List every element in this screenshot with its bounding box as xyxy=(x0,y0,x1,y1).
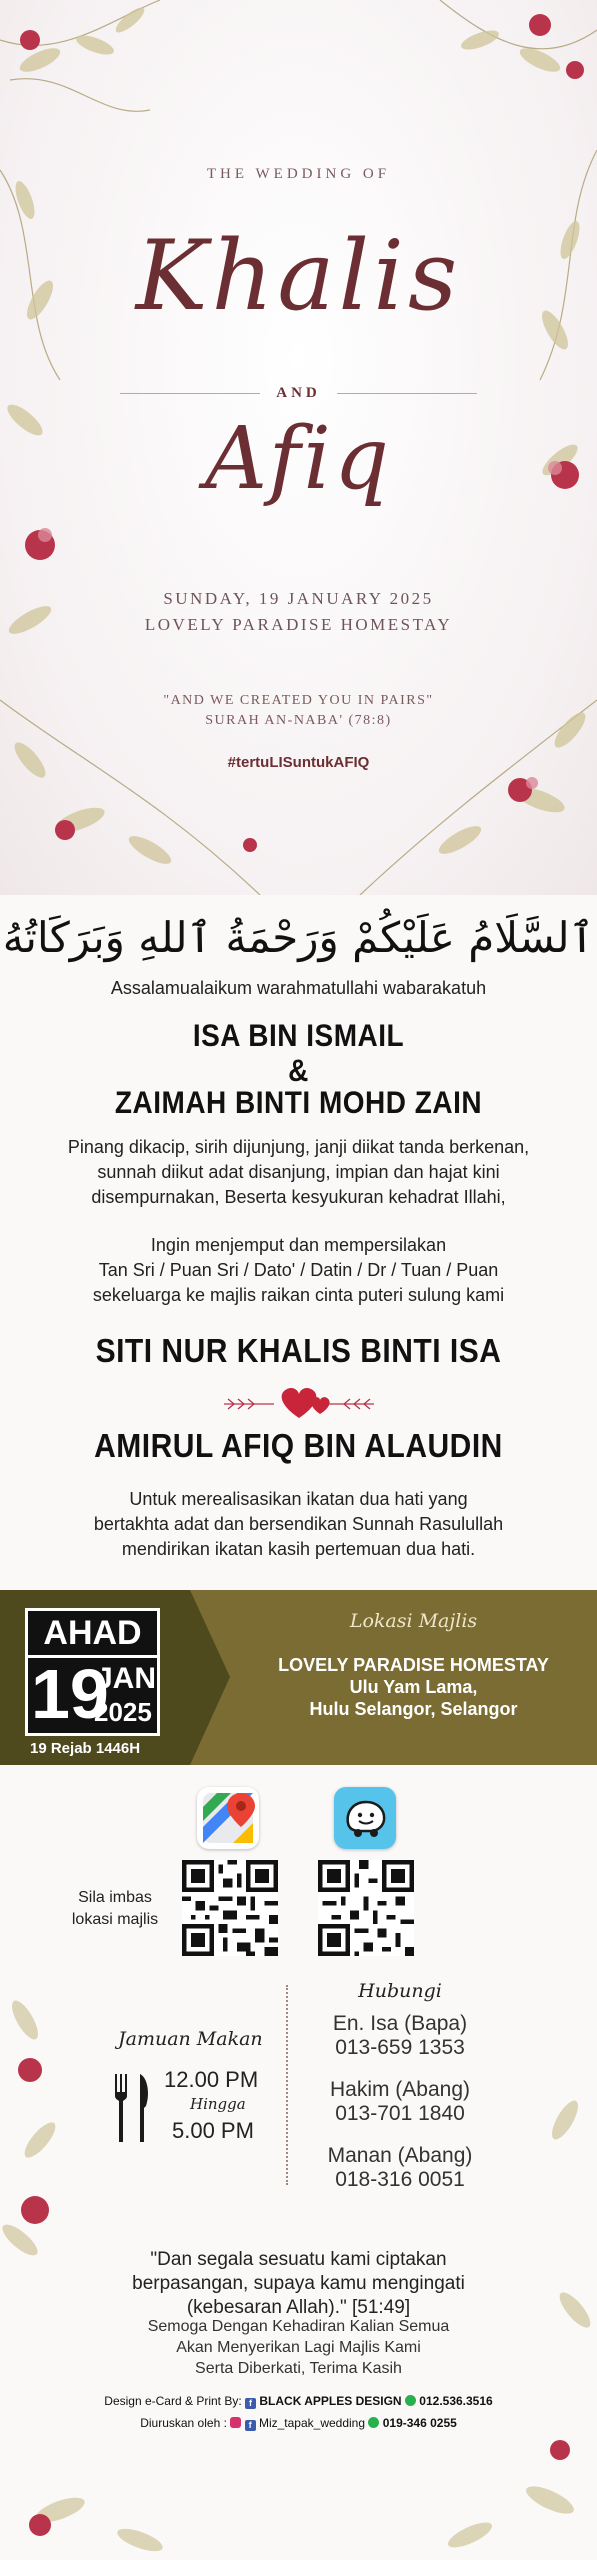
closing-line: mendirikan ikatan kasih pertemuan dua hati. xyxy=(121,1539,476,1559)
event-date-number: 19 xyxy=(31,1655,109,1733)
location-venue: LOVELY PARADISE HOMESTAY xyxy=(278,1655,549,1675)
wedding-overline: THE WEDDING OF xyxy=(206,166,391,182)
location-address: Ulu Yam Lama, xyxy=(349,1677,478,1697)
closing-paragraph xyxy=(0,1487,597,1562)
credit-label: Design e-Card & Print By: xyxy=(104,2394,242,2408)
reception-contact-section xyxy=(0,1980,597,2560)
closing-wishes xyxy=(0,2316,597,2379)
hijri-date: 19 Rejab 1446H xyxy=(30,1740,141,1757)
parent-mother-name: ZAIMAH BINTI MOHD ZAIN xyxy=(114,1085,483,1120)
cutlery-icon xyxy=(112,2072,156,2144)
salam-greeting: Assalamualaikum warahmatullahi wabarakatuh xyxy=(110,978,487,998)
waze-icon[interactable] xyxy=(334,1787,396,1849)
invitation-line: Ingin menjemput dan mempersilakan xyxy=(150,1235,447,1255)
invitation-line: Tan Sri / Puan Sri / Dato' / Datin / Dr / Tuan / Puan xyxy=(98,1260,499,1280)
divider-line-right xyxy=(337,393,477,394)
hero-date: SUNDAY, 19 JANUARY 2025 xyxy=(163,589,434,608)
verse-reference: SURAH AN-NABA' (78:8) xyxy=(205,713,392,728)
scan-line: lokasi majlis xyxy=(71,1911,159,1928)
event-year: 2025 xyxy=(94,1697,152,1727)
hearts-ornament xyxy=(0,1382,597,1422)
wishes-line: Semoga Dengan Kehadiran Kalian Semua xyxy=(147,2318,450,2335)
closing-line: bertakhta adat dan bersendikan Sunnah Rasulullah xyxy=(93,1514,504,1534)
invitation-paragraph xyxy=(0,1233,597,1308)
groom-script-name: Afiq xyxy=(205,409,392,509)
hero-section xyxy=(0,0,597,895)
location-district: Hulu Selangor, Selangor xyxy=(309,1699,518,1719)
facebook-icon: f xyxy=(245,2420,256,2431)
contact-name: En. Isa (Bapa) xyxy=(332,2012,468,2035)
quote-line: berpasangan, supaya kamu mengingati xyxy=(132,2273,465,2294)
credit-brand[interactable]: BLACK APPLES DESIGN xyxy=(259,2394,402,2408)
wishes-line: Akan Menyerikan Lagi Majlis Kami xyxy=(176,2339,421,2356)
and-label: AND xyxy=(276,385,321,401)
column-divider xyxy=(286,1985,288,2185)
wishes-line: Serta Diberkati, Terima Kasih xyxy=(195,2360,402,2377)
scan-line: Sila imbas xyxy=(78,1889,152,1906)
pantun-line: Pinang dikacip, sirih dijunjung, janji diikat tanda berkenan, xyxy=(67,1137,530,1157)
reception-start-time: 12.00 PM xyxy=(164,2067,259,2092)
instagram-icon xyxy=(230,2417,241,2428)
design-credit xyxy=(0,2394,597,2409)
hearts-icon xyxy=(219,1382,379,1422)
managed-label: Diuruskan oleh : xyxy=(140,2416,227,2430)
event-band xyxy=(0,1590,597,1765)
contact-title: Hubungi xyxy=(358,1980,442,2002)
pantun-paragraph xyxy=(0,1135,597,1210)
closing-line: Untuk merealisasikan ikatan dua hati yang xyxy=(129,1489,468,1509)
location-title: Lokasi Majlis xyxy=(349,1610,478,1632)
reception-until-label: Hingga xyxy=(190,2095,246,2113)
reception-end-time: 5.00 PM xyxy=(172,2118,254,2143)
date-box xyxy=(25,1608,160,1736)
and-separator xyxy=(0,381,597,405)
management-credit xyxy=(0,2416,597,2431)
arabic-greeting: ٱلسَّلَامُ عَلَيْكُمْ وَرَحْمَةُ ٱللهِ وَبَرَكَاتُهُ xyxy=(2,913,595,962)
groom-full-name: AMIRUL AFIQ BIN ALAUDIN xyxy=(94,1427,503,1465)
pantun-line: disempurnakan, Beserta kesyukuran kehadrat Illahi, xyxy=(91,1187,506,1207)
hero-venue: LOVELY PARADISE HOMESTAY xyxy=(144,615,453,634)
divider-line-left xyxy=(120,393,260,394)
google-maps-icon[interactable] xyxy=(197,1787,259,1849)
contact-phone[interactable]: 013-701 1840 xyxy=(335,2102,465,2125)
contact-phone[interactable]: 013-659 1353 xyxy=(335,2036,465,2059)
pantun-line: sunnah diikut adat disanjung, impian dan hajat kini xyxy=(97,1162,500,1182)
closing-quote xyxy=(0,2248,597,2320)
managed-phone[interactable]: 019-346 0255 xyxy=(382,2416,457,2430)
invitation-text-section xyxy=(0,895,597,1595)
whatsapp-icon xyxy=(368,2417,379,2428)
waze-qr-code[interactable] xyxy=(318,1860,414,1956)
whatsapp-icon xyxy=(405,2395,416,2406)
scan-instruction xyxy=(60,1887,170,1931)
credit-phone[interactable]: 012.536.3516 xyxy=(419,2394,493,2408)
contact-name: Hakim (Abang) xyxy=(329,2078,471,2101)
invitation-line: sekeluarga ke majlis raikan cinta puteri sulung kami xyxy=(92,1285,505,1305)
google-maps-qr-code[interactable] xyxy=(182,1860,278,1956)
contact-phone[interactable]: 018-316 0051 xyxy=(335,2168,465,2191)
quote-line: "Dan segala sesuatu kami ciptakan xyxy=(150,2249,447,2270)
navigation-section xyxy=(0,1765,597,1980)
location-panel xyxy=(230,1590,597,1765)
verse-quote: "AND WE CREATED YOU IN PAIRS" xyxy=(163,693,434,708)
event-month: JAN xyxy=(96,1662,157,1695)
facebook-icon: f xyxy=(245,2398,256,2409)
wedding-hashtag: #tertuLISuntukAFIQ xyxy=(227,754,370,771)
quote-line: (kebesaran Allah)." [51:49] xyxy=(186,2297,411,2318)
bride-full-name: SITI NUR KHALIS BINTI ISA xyxy=(95,1332,502,1370)
contact-name: Manan (Abang) xyxy=(327,2144,473,2167)
parent-father-name: ISA BIN ISMAIL xyxy=(192,1018,405,1053)
parents-ampersand: & xyxy=(288,1053,309,1088)
bride-script-name: Khalis xyxy=(135,220,462,332)
managed-handle[interactable]: Miz_tapak_wedding xyxy=(258,2416,366,2430)
reception-title: Jamuan Makan xyxy=(118,2028,263,2050)
event-day: AHAD xyxy=(43,1614,142,1652)
